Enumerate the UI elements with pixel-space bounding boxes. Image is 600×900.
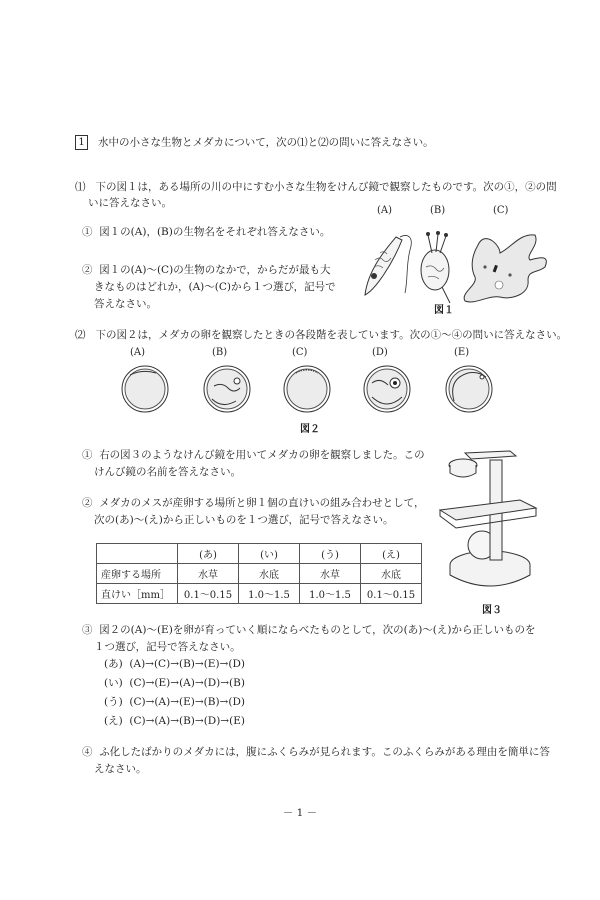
amoeba-drawing bbox=[464, 235, 546, 302]
part2-q2-line2: 次の(あ)～(え)から正しいものを１つ選び，記号で答えなさい。 bbox=[94, 514, 394, 526]
part2-q3-line1 bbox=[82, 623, 536, 638]
option-key: (う) bbox=[104, 696, 123, 708]
option-sequence: (C)→(A)→(E)→(B)→(D) bbox=[129, 696, 245, 708]
part2-q3-line2: １つ選び，記号で答えなさい。 bbox=[94, 641, 241, 653]
part2-line bbox=[75, 328, 567, 343]
table-row bbox=[97, 584, 422, 604]
table-cell: 0.1～0.15 bbox=[178, 584, 239, 604]
part1-text-2: いに答えなさい。 bbox=[88, 197, 172, 209]
figure2-caption: 図２ bbox=[300, 424, 320, 435]
figure1-label-c: (C) bbox=[493, 205, 509, 216]
q-number: ④ bbox=[82, 746, 93, 758]
figure2-label-a: (A) bbox=[130, 347, 146, 358]
part2-q1-line2: けんび鏡の名前を答えなさい。 bbox=[94, 466, 241, 478]
figure2 bbox=[110, 347, 510, 435]
figure1-label-b: (B) bbox=[430, 205, 446, 216]
part2-q2-line1 bbox=[82, 496, 424, 511]
egg-c bbox=[284, 366, 330, 412]
table-header-row bbox=[97, 544, 422, 564]
option-key: (あ) bbox=[104, 658, 123, 670]
option-key: (い) bbox=[104, 677, 123, 689]
figure1-drawings bbox=[360, 205, 560, 315]
option-sequence: (C)→(A)→(B)→(D)→(E) bbox=[129, 715, 245, 727]
q-number: ② bbox=[82, 497, 93, 509]
table-header: (あ) bbox=[178, 544, 239, 564]
part2-q1-line1 bbox=[82, 448, 425, 463]
part1-label: ⑴ bbox=[75, 181, 86, 193]
q-text: メダカのメスが産卵する場所と卵１個の直けいの組み合わせとして， bbox=[99, 497, 425, 509]
table-cell: 水草 bbox=[300, 564, 361, 584]
table-cell: 水草 bbox=[178, 564, 239, 584]
q-number: ③ bbox=[82, 624, 93, 636]
part1-q1 bbox=[82, 225, 330, 240]
figure1-caption: 図１ bbox=[434, 305, 454, 316]
part2-label: ⑵ bbox=[75, 329, 86, 341]
q3-options bbox=[104, 657, 245, 733]
q-text: 図１の(A)～(C)の生物のなかで，からだが最も大 bbox=[99, 264, 331, 276]
option-i bbox=[104, 676, 245, 695]
q-text: ふ化したばかりのメダカには，腹にふくらみが見られます。このふくらみがある理由を簡単に答 bbox=[99, 746, 550, 758]
q-text: 図２の(A)～(E)を卵が育っていく順にならべたものとして，次の(あ)～(え)から正しいものを bbox=[99, 624, 536, 636]
egg-b bbox=[204, 366, 250, 412]
option-sequence: (A)→(C)→(B)→(E)→(D) bbox=[129, 658, 245, 670]
answer-table bbox=[96, 543, 422, 604]
table-header: (い) bbox=[239, 544, 300, 564]
table-row-header: 直けい［mm］ bbox=[97, 584, 178, 604]
figure3 bbox=[420, 435, 560, 615]
microscope-drawing bbox=[420, 435, 560, 595]
question-header bbox=[75, 135, 434, 151]
table-corner bbox=[97, 544, 178, 564]
table-cell: 0.1～0.15 bbox=[361, 584, 422, 604]
page-number: － 1 － bbox=[282, 807, 318, 819]
part1-text-1: 下の図１は，ある場所の川の中にすむ小さな生物をけんび鏡で観察したものです。次の①，②の問 bbox=[95, 181, 557, 193]
part1-q2-line2: きなものはどれか，(A)～(C)から１つ選び，記号で bbox=[94, 281, 336, 293]
table-row-header: 産卵する場所 bbox=[97, 564, 178, 584]
part2-q4-line2: えなさい。 bbox=[94, 763, 147, 775]
figure2-label-b: (B) bbox=[212, 347, 228, 358]
figure2-eggs bbox=[110, 361, 510, 421]
q-number: ① bbox=[82, 449, 93, 461]
egg-a bbox=[122, 366, 168, 412]
figure1 bbox=[360, 205, 560, 325]
figure2-label-d: (D) bbox=[372, 347, 388, 358]
question-number-box: 1 bbox=[75, 135, 88, 150]
option-u bbox=[104, 695, 245, 714]
table-cell: 1.0～1.5 bbox=[300, 584, 361, 604]
option-e bbox=[104, 714, 245, 733]
part2-q4-line1 bbox=[82, 745, 550, 760]
table-row bbox=[97, 564, 422, 584]
table-cell: 1.0～1.5 bbox=[239, 584, 300, 604]
table-header: (う) bbox=[300, 544, 361, 564]
egg-e bbox=[446, 366, 492, 412]
q-text: 図１の(A)，(B)の生物名をそれぞれ答えなさい。 bbox=[99, 226, 331, 238]
figure2-label-c: (C) bbox=[292, 347, 308, 358]
daphnia-drawing bbox=[421, 231, 450, 303]
option-a bbox=[104, 657, 245, 676]
egg-d bbox=[364, 366, 410, 412]
figure2-label-e: (E) bbox=[454, 347, 470, 358]
euglena-drawing bbox=[365, 236, 411, 295]
figure3-caption: 図３ bbox=[482, 605, 502, 616]
q-text: 右の図３のようなけんび鏡を用いてメダカの卵を観察しました。この bbox=[99, 449, 425, 461]
part1-q2-line1 bbox=[82, 263, 330, 278]
q-number: ② bbox=[82, 264, 93, 276]
question-intro: 水中の小さな生物とメダカについて，次の⑴と⑵の問いに答えなさい。 bbox=[98, 136, 434, 149]
part2-text: 下の図２は，メダカの卵を観察したときの各段階を表しています。次の①～④の問いに答えなさい。 bbox=[95, 329, 568, 341]
table-header: (え) bbox=[361, 544, 422, 564]
part1-q2-line3: 答えなさい。 bbox=[94, 298, 157, 310]
table-cell: 水底 bbox=[361, 564, 422, 584]
option-key: (え) bbox=[104, 715, 123, 727]
table-cell: 水底 bbox=[239, 564, 300, 584]
q-number: ① bbox=[82, 226, 93, 238]
option-sequence: (C)→(E)→(A)→(D)→(B) bbox=[129, 677, 245, 689]
part1-line1 bbox=[75, 180, 557, 195]
figure1-label-a: (A) bbox=[377, 205, 393, 216]
